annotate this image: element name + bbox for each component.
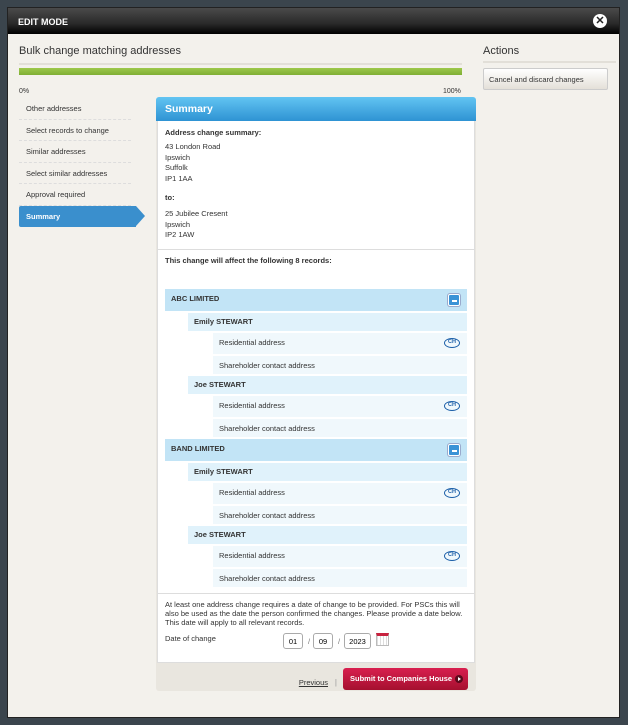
address-type: Residential address [219,338,285,348]
address-line: Suffolk [165,163,188,173]
company-row[interactable] [165,289,467,311]
page-title: Bulk change matching addresses [19,45,182,57]
date-month-input[interactable] [313,633,333,649]
progress-start-label: 0% [19,88,30,95]
companies-house-icon: CH [444,488,460,498]
companies-house-icon: CH [444,338,460,348]
progress-end-label: 100% [443,88,461,95]
submit-button[interactable] [343,668,468,690]
nav-step[interactable]: Other addresses [19,98,131,120]
address-row [213,506,467,524]
panel-title: Summary [156,97,476,121]
address-type: Shareholder contact address [219,574,315,584]
address-row [213,483,467,504]
date-year-input[interactable] [344,633,371,649]
person-row: Emily STEWART [188,313,467,331]
address-type: Shareholder contact address [219,361,315,371]
address-row [213,546,467,567]
close-icon[interactable]: ✕ [593,14,607,28]
nav-step[interactable]: Summary [19,206,136,228]
address-line: 25 Jubilee Cresent [165,208,228,218]
address-row [213,396,467,417]
nav-step[interactable]: Select records to change [19,120,131,142]
companies-house-icon: CH [444,401,460,411]
date-day-input[interactable] [283,633,303,649]
old-address [165,142,467,185]
submit-label: Submit to Companies House [350,674,453,683]
address-line: Ipswich [165,219,191,229]
date-separator: / [308,637,311,647]
nav-step[interactable]: Approval required [19,184,131,206]
modal-title: EDIT MODE [18,17,69,27]
address-type: Residential address [219,401,285,411]
address-type: Shareholder contact address [219,424,315,434]
address-row [213,569,467,587]
date-label: Date of change [165,634,216,644]
separator: | [334,678,337,687]
modal-header [8,8,619,34]
divider [19,63,462,65]
affected-records-text: This change will affect the following 8 records: [165,256,332,266]
edit-mode-modal [7,7,620,718]
address-type: Shareholder contact address [219,511,315,521]
progress-fill [19,68,462,75]
divider [483,61,616,63]
collapse-icon[interactable] [448,444,460,456]
collapse-icon[interactable] [448,294,460,306]
nav-step[interactable]: Similar addresses [19,141,131,163]
summary-heading: Address change summary: [165,128,262,137]
address-row [213,356,467,374]
address-row [213,333,467,354]
person-row: Joe STEWART [188,376,467,394]
calendar-icon[interactable] [376,633,389,646]
to-label: to: [165,192,175,202]
address-line: IP2 1AW [165,230,195,240]
nav-step[interactable]: Select similar addresses [19,163,131,185]
arrow-right-icon [455,675,463,683]
date-separator: / [338,637,341,647]
address-line: 43 London Road [165,141,221,151]
new-address [165,209,467,241]
person-row: Joe STEWART [188,526,467,544]
address-row [213,419,467,437]
company-name: ABC LIMITED [171,294,220,304]
cancel-discard-button[interactable]: Cancel and discard changes [483,68,608,90]
previous-link[interactable]: Previous [298,678,328,687]
company-row[interactable] [165,439,467,461]
companies-house-icon: CH [444,551,460,561]
actions-title: Actions [483,45,520,57]
person-row: Emily STEWART [188,463,467,481]
records-tree [158,289,474,593]
address-type: Residential address [219,551,285,561]
wizard-steps [19,98,131,227]
address-type: Residential address [219,488,285,498]
company-name: BAND LIMITED [171,444,225,454]
progress-bar [19,68,462,75]
date-note: At least one address change requires a date of change to be provided. For PSCs this will also be used as the date the person confirmed the changes. Please provide a date below. This date will apply to all relevant records. [165,600,463,628]
address-line: Ipswich [165,152,191,162]
address-line: IP1 1AA [165,174,193,184]
summary-panel [156,97,476,691]
